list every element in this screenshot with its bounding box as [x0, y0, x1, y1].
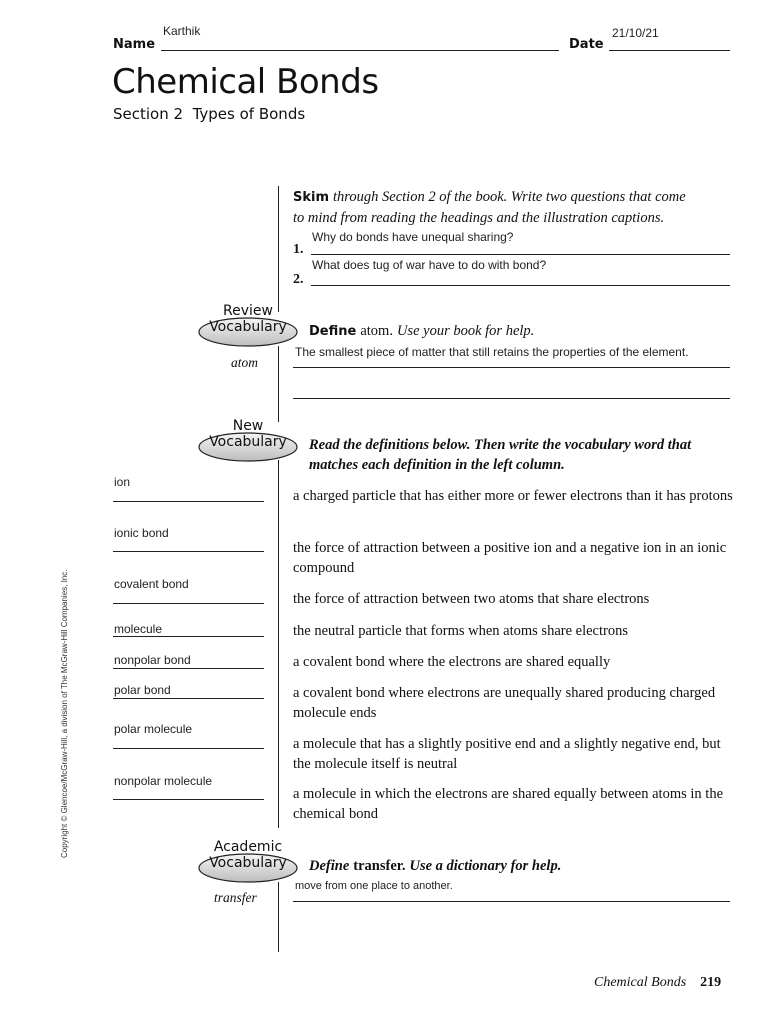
vocab-definition: a charged particle that has either more or fewer electrons than it has protons [293, 488, 733, 504]
page-subtitle: Section 2 Types of Bonds [113, 105, 306, 123]
column-divider-mid [278, 346, 279, 422]
footer-title: Chemical Bonds [594, 975, 687, 990]
term-atom: atom [231, 355, 258, 370]
question-2-answer: What does tug of war have to do with bond? [312, 258, 547, 272]
academic-vocabulary-badge [197, 840, 299, 884]
vocab-answer-ion: ion [114, 475, 131, 489]
vocab-answer-covalent-bond: covalent bond [114, 577, 189, 591]
vocab-answer-line[interactable] [113, 698, 264, 699]
review-define-instruction [309, 322, 534, 340]
badge-label-2: Vocabulary [209, 855, 287, 871]
vocab-answer-line[interactable] [113, 799, 264, 800]
skim-instruction-2: to mind from reading the headings and the illustration captions. [293, 210, 665, 226]
new-vocabulary-badge [197, 419, 299, 463]
question-2-line[interactable] [311, 285, 730, 286]
page-title: Chemical Bonds [112, 62, 379, 102]
vocab-answer-nonpolar-bond: nonpolar bond [114, 653, 191, 667]
vocab-definition: the force of attraction between two atoms that share electrons [293, 591, 650, 607]
page-number: 219 [700, 975, 722, 990]
date-label: Date [569, 37, 604, 52]
transfer-answer-line[interactable] [293, 901, 730, 902]
vocab-answer-polar-bond: polar bond [114, 683, 171, 697]
vocab-definition: a molecule that has a slightly positive end and a slightly negative end, but the molecule itself is neutral [293, 736, 721, 772]
vocab-answer-nonpolar-molecule: nonpolar molecule [114, 774, 213, 788]
vocab-answer-line[interactable] [113, 551, 264, 552]
define-label: Define [309, 324, 357, 339]
transfer-definition-answer: move from one place to another. [295, 880, 453, 892]
vocab-answer-line[interactable] [113, 501, 264, 502]
column-divider-vocab [278, 460, 279, 828]
badge-label-1: New [232, 418, 264, 434]
new-vocab-instructions [309, 435, 739, 475]
date-field-line[interactable] [609, 50, 730, 51]
badge-label-1: Review [223, 303, 273, 319]
name-field-line[interactable] [161, 50, 559, 51]
term-transfer: transfer [214, 890, 257, 905]
skim-instructions [293, 187, 733, 228]
badge-label-1: Academic [213, 839, 283, 855]
academic-define-label: Define [309, 858, 350, 874]
academic-define-word: transfer. [353, 858, 406, 874]
question-1-answer: Why do bonds have unequal sharing? [312, 230, 514, 244]
vocab-answer-line[interactable] [113, 603, 264, 604]
vocab-definition: a covalent bond where electrons are unequally shared producing charged molecule ends [293, 685, 716, 721]
new-vocab-instruction-1: Read the definitions below. Then write the vocabulary word that [309, 437, 692, 453]
new-vocab-instruction-2: matches each definition in the left column. [309, 457, 565, 473]
define-word: atom. [360, 323, 393, 339]
vocab-answer-molecule: molecule [114, 622, 163, 636]
vocab-answer-ionic-bond: ionic bond [114, 526, 169, 540]
atom-answer-line-1[interactable] [293, 367, 730, 368]
vocab-answer-line[interactable] [113, 668, 264, 669]
atom-definition-answer: The smallest piece of matter that still retains the properties of the element. [295, 345, 689, 359]
vocab-answer-line[interactable] [113, 748, 264, 749]
page-footer [594, 973, 721, 991]
question-2-number: 2. [293, 272, 304, 287]
copyright-notice: Copyright © Glencoe/McGraw-Hill, a division of The McGraw-Hill Companies, Inc. [60, 569, 69, 858]
name-value: Karthik [163, 24, 201, 38]
vocab-answer-polar-molecule: polar molecule [114, 722, 193, 736]
name-label: Name [113, 37, 156, 52]
question-1-number: 1. [293, 242, 304, 257]
academic-define-instruction [309, 857, 561, 875]
vocab-definition: the force of attraction between a positive ion and a negative ion in an ionic compound [293, 540, 727, 576]
vocab-answer-line[interactable] [113, 636, 264, 637]
skim-label: Skim [293, 190, 330, 205]
atom-answer-line-2[interactable] [293, 398, 730, 399]
badge-label-2: Vocabulary [209, 319, 287, 335]
skim-instruction-1: through Section 2 of the book. Write two questions that come [333, 189, 686, 205]
review-vocabulary-badge [197, 304, 299, 348]
vocab-definition: a molecule in which the electrons are shared equally between atoms in the chemical bond [293, 786, 724, 822]
badge-label-2: Vocabulary [209, 434, 287, 450]
date-value: 21/10/21 [612, 26, 659, 40]
column-divider-top [278, 186, 279, 312]
vocab-definition: a covalent bond where the electrons are shared equally [293, 654, 611, 670]
column-divider-bottom [278, 882, 279, 952]
define-help: Use your book for help. [396, 323, 535, 339]
question-1-line[interactable] [311, 254, 730, 255]
vocab-definition: the neutral particle that forms when atoms share electrons [293, 623, 628, 639]
academic-define-help: Use a dictionary for help. [409, 858, 562, 874]
